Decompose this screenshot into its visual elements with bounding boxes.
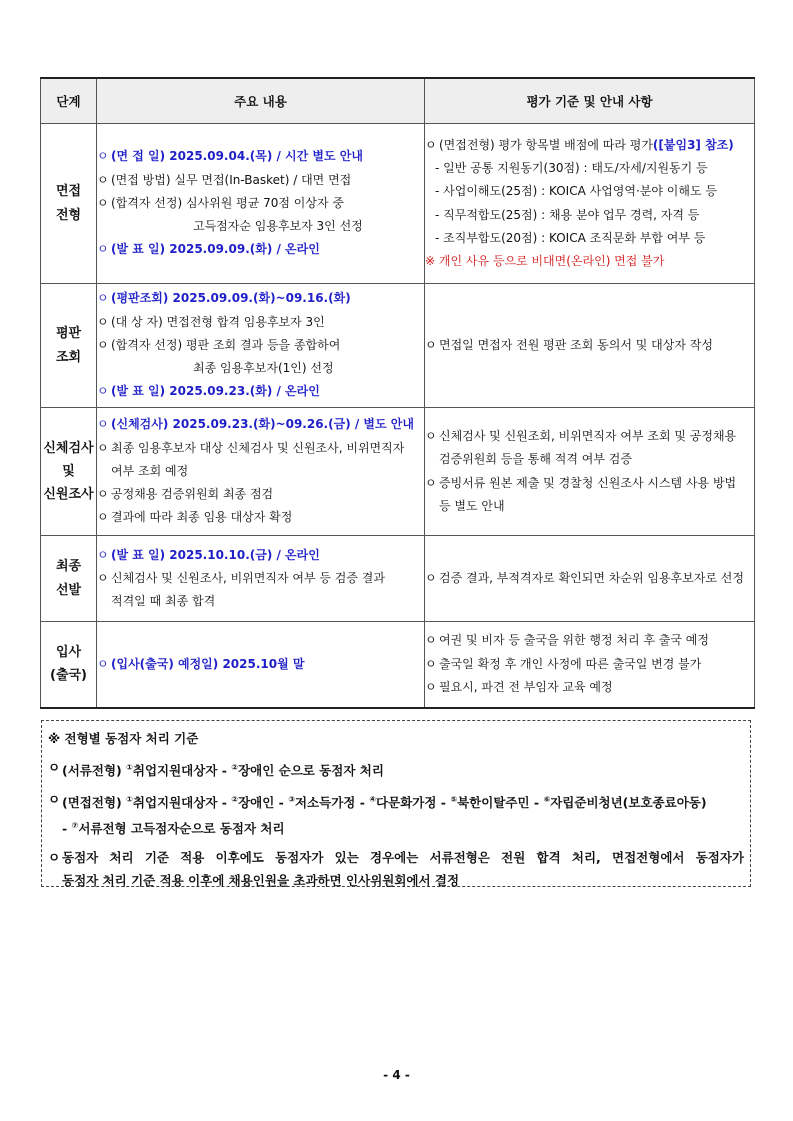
rule-text: 자립준비청년(보호종료아동): [550, 795, 707, 810]
criteria-line: - 일반 공통 지원동기(30점) : 태도/자세/지원동기 등: [435, 160, 708, 175]
table-row: [41, 124, 755, 284]
main-line: ㅇ 신체검사 및 신원조사, 비위면직자 여부 등 검증 결과: [97, 567, 424, 590]
stage-label: 및: [62, 463, 75, 479]
note-title: ※ 전형별 동점자 처리 기준: [48, 731, 199, 746]
main-line: ㅇ (합격자 선정) 심사위원 평균 70점 이상자 중: [97, 192, 424, 215]
criteria-line: ㅇ 면접일 면접자 전원 평판 조회 동의서 및 대상자 작성: [425, 334, 754, 357]
main-line: ㅇ (합격자 선정) 평판 조회 결과 등을 종합하여: [97, 334, 424, 357]
main-line: ㅇ 결과에 따라 최종 임용 대상자 확정: [97, 506, 424, 529]
criteria-cell: [425, 284, 755, 408]
stage-label: 면접: [55, 184, 82, 200]
criteria-line: ㅇ 여권 및 비자 등 출국을 위한 행정 처리 후 출국 예정: [425, 629, 754, 652]
main-line: ㅇ (신체검사) 2025.09.23.(화)~09.26.(금) / 별도 안내: [97, 413, 424, 436]
criteria-cell: [425, 622, 755, 708]
rule-text: 저소득가정 -: [294, 795, 370, 810]
stage-label: 평판: [55, 326, 82, 342]
criteria-line: - 조직부합도(20점) : KOICA 조직문화 부합 여부 등: [435, 230, 706, 245]
table-row: [41, 408, 755, 536]
main-line: ㅇ (입사(출국) 예정일) 2025.10월 말: [97, 653, 424, 676]
rule-label: (면접전형): [62, 795, 122, 810]
criteria-line: 등 별도 안내: [439, 498, 505, 513]
main-cell: [97, 124, 425, 284]
rule-text: 장애인 순으로 동점자 처리: [238, 763, 384, 778]
criteria-cell: [425, 408, 755, 536]
stage-label: 선발: [55, 582, 82, 598]
rule-text: 취업지원대상자 -: [132, 763, 232, 778]
main-cell: [97, 622, 425, 708]
rule-text: -: [62, 821, 72, 836]
stage-label: 입사: [55, 644, 82, 660]
main-line: ㅇ (발 표 일) 2025.09.23.(화) / 온라인: [97, 380, 424, 403]
stage-label: 조회: [55, 349, 82, 365]
stage-label: 최종: [55, 559, 82, 575]
rule-text: 북한이탈주민 -: [457, 795, 544, 810]
main-cell: [97, 408, 425, 536]
table-header-row: [41, 78, 755, 124]
rule-marker: ②: [231, 795, 239, 804]
criteria-line: ㅇ 출국일 확정 후 개인 사정에 따른 출국일 변경 불가: [425, 653, 754, 676]
criteria-line: ㅇ 증빙서류 원본 제출 및 경찰청 신원조사 시스템 사용 방법: [425, 472, 754, 495]
main-line: ㅇ 공정채용 검증위원회 최종 점검: [97, 483, 424, 506]
rule-marker: ⑦: [71, 821, 79, 830]
note-final-rule: ㅇ 동점자 처리 기준 적용 이후에도 동점자가 있는 경우에는 서류전형은 전원 합격 처리, 면접전형에서 동점자가: [48, 846, 744, 869]
criteria-warning: ※ 개인 사유 등으로 비대면(온라인) 면접 불가: [425, 254, 665, 269]
criteria-line: ㅇ 신체검사 및 신원조회, 비위면직자 여부 조회 및 공정채용: [425, 425, 754, 448]
schedule-table: [40, 77, 755, 709]
stage-cell: [41, 408, 97, 536]
rule-label: (서류전형): [62, 763, 122, 778]
rule-text: 장애인 -: [238, 795, 289, 810]
rule-text: 다문화가정 -: [376, 795, 451, 810]
tie-break-note: [41, 720, 751, 887]
note-final-rule-cont: 동점자 처리 기준 적용 이후에 채용인원을 초과하면 인사위원회에서 결정: [62, 873, 460, 888]
rule-text: 취업지원대상자 -: [132, 795, 232, 810]
stage-cell: [41, 536, 97, 622]
criteria-line: 검증위원회 등을 통해 적격 여부 검증: [439, 452, 632, 467]
main-line: ㅇ (발 표 일) 2025.09.09.(화) / 온라인: [97, 238, 424, 261]
rule-marker: ①: [126, 795, 133, 804]
criteria-cell: [425, 536, 755, 622]
stage-label: 전형: [55, 207, 82, 223]
rule-marker: ⑥: [543, 795, 551, 804]
main-line: 최종 임용후보자(1인) 선정: [193, 361, 334, 376]
rule-text: 서류전형 고득점자순으로 동점자 처리: [78, 821, 285, 836]
main-line: ㅇ (대 상 자) 면접전형 합격 임용후보자 3인: [97, 311, 424, 334]
main-line: ㅇ (평판조회) 2025.09.09.(화)~09.16.(화): [97, 287, 424, 310]
criteria-line: ㅇ 검증 결과, 부적격자로 확인되면 차순위 임용후보자로 선정: [425, 567, 754, 590]
criteria-line: - 직무적합도(25점) : 채용 분야 업무 경력, 자격 등: [435, 207, 700, 222]
main-line: ㅇ (면 접 일) 2025.09.04.(목) / 시간 별도 안내: [97, 145, 424, 168]
note-doc-rule: [48, 756, 744, 782]
main-line: ㅇ (면접 방법) 실무 면접(In-Basket) / 대면 면접: [97, 169, 424, 192]
stage-label: 신원조사: [43, 487, 94, 503]
main-line: 고득점자순 임용후보자 3인 선정: [193, 219, 363, 234]
rule-marker: ②: [231, 763, 239, 772]
main-cell: [97, 284, 425, 408]
main-line: ㅇ (발 표 일) 2025.10.10.(금) / 온라인: [97, 544, 424, 567]
criteria-cell: [425, 124, 755, 284]
stage-label: (출국): [50, 668, 87, 684]
stage-cell: [41, 622, 97, 708]
table-row: [41, 284, 755, 408]
page-number: - 4 -: [383, 1068, 410, 1082]
main-line: 여부 조회 예정: [111, 463, 189, 478]
stage-label: 신체검사: [43, 440, 94, 456]
criteria-line: ㅇ 필요시, 파견 전 부임자 교육 예정: [425, 676, 754, 699]
header-main: 주요 내용: [97, 78, 425, 124]
rule-marker: ④: [369, 795, 377, 804]
header-criteria: 평가 기준 및 안내 사항: [425, 78, 755, 124]
annex-reference: ([붙임3] 참조): [652, 137, 734, 152]
stage-cell: [41, 124, 97, 284]
criteria-text: (면접전형) 평가 항목별 배점에 따라 평가: [439, 137, 653, 152]
note-interview-rule-cont: [48, 814, 744, 840]
stage-cell: [41, 284, 97, 408]
table-row: [41, 536, 755, 622]
table-row: [41, 622, 755, 708]
criteria-line: - 사업이해도(25점) : KOICA 사업영역·분야 이해도 등: [435, 184, 717, 199]
main-cell: [97, 536, 425, 622]
rule-marker: ③: [288, 795, 295, 804]
rule-marker: ⑤: [450, 795, 458, 804]
rule-marker: ①: [126, 763, 133, 772]
header-stage: 단계: [41, 78, 97, 124]
main-line: ㅇ 최종 임용후보자 대상 신체검사 및 신원조사, 비위면직자: [97, 437, 424, 460]
main-line: 적격일 때 최종 합격: [111, 594, 216, 609]
note-interview-rule: [48, 788, 744, 814]
criteria-line: [425, 134, 754, 157]
